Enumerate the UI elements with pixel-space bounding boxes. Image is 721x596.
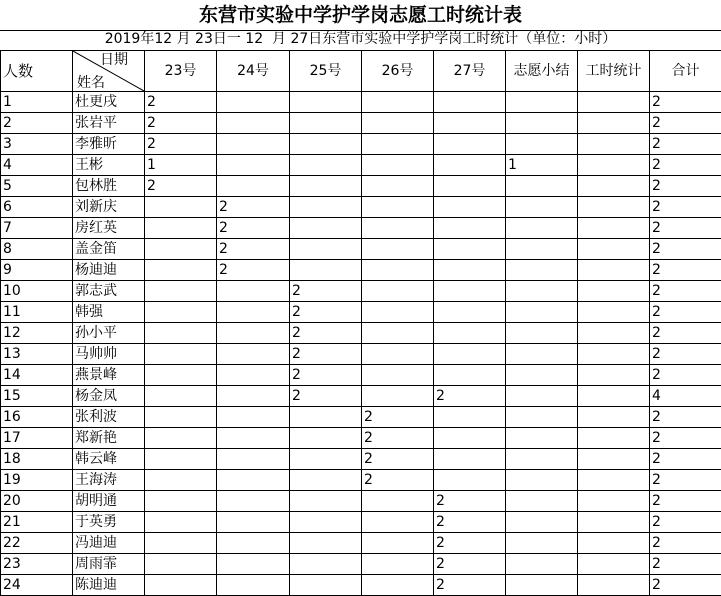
cell-day-24: [217, 155, 290, 176]
cell-hours: [578, 386, 650, 407]
cell-index: 9: [1, 260, 73, 281]
header-day-25: 25号: [290, 51, 362, 92]
cell-day-24: [217, 323, 290, 344]
cell-day-25: 2: [290, 386, 362, 407]
cell-hours: [578, 323, 650, 344]
cell-day-23: 2: [145, 176, 217, 197]
cell-summary: [506, 92, 578, 113]
cell-day-24: [217, 302, 290, 323]
cell-hours: [578, 113, 650, 134]
header-summary: 志愿小结: [506, 51, 578, 92]
cell-day-27: 2: [434, 575, 506, 596]
cell-index: 4: [1, 155, 73, 176]
header-date-label: 日期: [100, 52, 128, 68]
cell-day-26: [362, 512, 434, 533]
table-row: [1, 449, 721, 470]
cell-day-25: 2: [290, 365, 362, 386]
cell-summary: [506, 470, 578, 491]
cell-day-27: [434, 428, 506, 449]
header-day-23: 23号: [145, 51, 217, 92]
cell-name: 杨迪迪: [73, 260, 145, 281]
cell-total: 2: [650, 281, 721, 302]
cell-total: 2: [650, 155, 721, 176]
cell-day-26: [362, 533, 434, 554]
cell-summary: [506, 176, 578, 197]
cell-summary: [506, 239, 578, 260]
cell-day-24: [217, 449, 290, 470]
cell-hours: [578, 134, 650, 155]
cell-index: 23: [1, 554, 73, 575]
cell-day-26: [362, 176, 434, 197]
cell-day-27: [434, 113, 506, 134]
cell-day-23: [145, 533, 217, 554]
cell-day-25: [290, 428, 362, 449]
cell-hours: [578, 512, 650, 533]
cell-day-27: 2: [434, 554, 506, 575]
cell-day-23: [145, 197, 217, 218]
cell-hours: [578, 491, 650, 512]
cell-hours: [578, 197, 650, 218]
cell-hours: [578, 155, 650, 176]
table-row: [1, 365, 721, 386]
table-row: [1, 239, 721, 260]
cell-day-26: [362, 134, 434, 155]
cell-total: 2: [650, 491, 721, 512]
cell-summary: [506, 344, 578, 365]
header-index: 人数: [1, 51, 73, 92]
cell-day-27: [434, 407, 506, 428]
cell-day-25: [290, 449, 362, 470]
cell-name: 于英勇: [73, 512, 145, 533]
cell-day-25: [290, 176, 362, 197]
table-row: [1, 533, 721, 554]
cell-total: 2: [650, 470, 721, 491]
cell-day-23: [145, 491, 217, 512]
cell-day-23: [145, 323, 217, 344]
cell-day-27: [434, 365, 506, 386]
cell-hours: [578, 575, 650, 596]
table-row: [1, 386, 721, 407]
table-row: [1, 134, 721, 155]
worktime-table: [0, 50, 721, 596]
cell-summary: [506, 407, 578, 428]
cell-name: 郑新艳: [73, 428, 145, 449]
cell-day-25: [290, 512, 362, 533]
cell-day-24: [217, 491, 290, 512]
cell-day-25: 2: [290, 281, 362, 302]
cell-index: 16: [1, 407, 73, 428]
cell-total: 2: [650, 92, 721, 113]
cell-day-23: 1: [145, 155, 217, 176]
cell-day-27: [434, 302, 506, 323]
cell-day-25: 2: [290, 302, 362, 323]
cell-day-26: [362, 491, 434, 512]
cell-total: 2: [650, 575, 721, 596]
cell-day-24: [217, 386, 290, 407]
cell-name: 张岩平: [73, 113, 145, 134]
cell-day-26: [362, 575, 434, 596]
cell-day-27: [434, 176, 506, 197]
cell-day-25: [290, 491, 362, 512]
cell-summary: [506, 281, 578, 302]
cell-day-25: 2: [290, 344, 362, 365]
cell-day-25: [290, 155, 362, 176]
cell-day-26: [362, 197, 434, 218]
cell-day-25: [290, 92, 362, 113]
cell-day-26: 2: [362, 407, 434, 428]
cell-name: 周雨霏: [73, 554, 145, 575]
cell-day-26: [362, 554, 434, 575]
cell-hours: [578, 239, 650, 260]
cell-total: 2: [650, 344, 721, 365]
cell-index: 18: [1, 449, 73, 470]
cell-summary: [506, 575, 578, 596]
cell-index: 1: [1, 92, 73, 113]
cell-day-26: 2: [362, 449, 434, 470]
cell-day-23: [145, 260, 217, 281]
cell-summary: [506, 491, 578, 512]
cell-day-23: [145, 302, 217, 323]
cell-summary: [506, 512, 578, 533]
cell-name: 刘新庆: [73, 197, 145, 218]
cell-summary: [506, 218, 578, 239]
cell-total: 2: [650, 197, 721, 218]
cell-day-25: 2: [290, 323, 362, 344]
cell-name: 郭志武: [73, 281, 145, 302]
cell-hours: [578, 554, 650, 575]
cell-hours: [578, 533, 650, 554]
cell-hours: [578, 176, 650, 197]
cell-day-23: [145, 386, 217, 407]
cell-day-27: 2: [434, 533, 506, 554]
cell-total: 2: [650, 449, 721, 470]
cell-day-26: [362, 323, 434, 344]
cell-hours: [578, 344, 650, 365]
cell-day-27: [434, 134, 506, 155]
cell-day-25: [290, 134, 362, 155]
cell-name: 盖金笛: [73, 239, 145, 260]
cell-day-23: [145, 218, 217, 239]
cell-hours: [578, 281, 650, 302]
cell-index: 14: [1, 365, 73, 386]
sheet-title: 东营市实验中学护学岗志愿工时统计表: [0, 0, 721, 31]
cell-hours: [578, 92, 650, 113]
cell-day-27: [434, 449, 506, 470]
cell-total: 4: [650, 386, 721, 407]
cell-day-23: [145, 575, 217, 596]
cell-total: 2: [650, 239, 721, 260]
cell-summary: [506, 533, 578, 554]
cell-day-26: [362, 113, 434, 134]
cell-total: 2: [650, 302, 721, 323]
cell-name: 杜更戌: [73, 92, 145, 113]
cell-total: 2: [650, 134, 721, 155]
cell-summary: [506, 386, 578, 407]
cell-day-25: [290, 113, 362, 134]
cell-day-24: [217, 365, 290, 386]
cell-total: 2: [650, 218, 721, 239]
cell-summary: [506, 113, 578, 134]
table-row: [1, 197, 721, 218]
cell-summary: [506, 554, 578, 575]
cell-hours: [578, 470, 650, 491]
cell-day-27: [434, 218, 506, 239]
cell-day-25: [290, 197, 362, 218]
table-row: [1, 407, 721, 428]
table-row: [1, 302, 721, 323]
cell-day-24: [217, 92, 290, 113]
cell-day-24: [217, 113, 290, 134]
cell-day-24: 2: [217, 218, 290, 239]
header-day-27: 27号: [434, 51, 506, 92]
table-row: [1, 470, 721, 491]
cell-day-23: [145, 512, 217, 533]
cell-day-25: [290, 239, 362, 260]
cell-index: 21: [1, 512, 73, 533]
cell-name: 马帅帅: [73, 344, 145, 365]
table-row: [1, 428, 721, 449]
cell-day-23: [145, 407, 217, 428]
cell-day-24: [217, 554, 290, 575]
cell-total: 2: [650, 365, 721, 386]
cell-hours: [578, 365, 650, 386]
table-row: [1, 323, 721, 344]
table-row: [1, 218, 721, 239]
cell-hours: [578, 407, 650, 428]
cell-day-25: [290, 407, 362, 428]
cell-index: 8: [1, 239, 73, 260]
cell-total: 2: [650, 260, 721, 281]
cell-name: 韩云峰: [73, 449, 145, 470]
cell-day-24: 2: [217, 260, 290, 281]
table-row: [1, 176, 721, 197]
cell-day-23: 2: [145, 92, 217, 113]
cell-day-26: [362, 365, 434, 386]
cell-day-27: [434, 197, 506, 218]
cell-summary: [506, 365, 578, 386]
cell-day-24: 2: [217, 197, 290, 218]
table-row: [1, 92, 721, 113]
header-name-label: 姓名: [77, 75, 105, 91]
cell-day-26: [362, 344, 434, 365]
cell-total: 2: [650, 428, 721, 449]
cell-name: 韩强: [73, 302, 145, 323]
table-row: [1, 155, 721, 176]
cell-day-27: [434, 92, 506, 113]
cell-day-25: [290, 575, 362, 596]
cell-day-23: [145, 470, 217, 491]
cell-summary: [506, 323, 578, 344]
cell-day-23: 2: [145, 113, 217, 134]
cell-day-24: [217, 176, 290, 197]
cell-summary: [506, 302, 578, 323]
cell-day-23: [145, 428, 217, 449]
cell-index: 22: [1, 533, 73, 554]
cell-day-24: [217, 470, 290, 491]
cell-total: 2: [650, 323, 721, 344]
table-row: [1, 344, 721, 365]
table-row: [1, 260, 721, 281]
cell-index: 20: [1, 491, 73, 512]
cell-index: 15: [1, 386, 73, 407]
cell-hours: [578, 260, 650, 281]
cell-day-24: [217, 512, 290, 533]
cell-index: 17: [1, 428, 73, 449]
cell-day-23: [145, 365, 217, 386]
cell-day-24: [217, 134, 290, 155]
cell-day-25: [290, 260, 362, 281]
cell-day-27: [434, 344, 506, 365]
cell-day-27: [434, 281, 506, 302]
cell-hours: [578, 218, 650, 239]
cell-day-26: [362, 386, 434, 407]
cell-hours: [578, 428, 650, 449]
cell-day-26: 2: [362, 470, 434, 491]
cell-day-24: [217, 575, 290, 596]
cell-name: 房红英: [73, 218, 145, 239]
cell-day-25: [290, 533, 362, 554]
table-row: [1, 575, 721, 596]
cell-name: 王海涛: [73, 470, 145, 491]
cell-day-27: 2: [434, 491, 506, 512]
header-day-26: 26号: [362, 51, 434, 92]
header-hours: 工时统计: [578, 51, 650, 92]
cell-day-24: [217, 533, 290, 554]
cell-day-27: 2: [434, 386, 506, 407]
cell-name: 陈迪迪: [73, 575, 145, 596]
cell-day-24: [217, 281, 290, 302]
cell-index: 5: [1, 176, 73, 197]
table-row: [1, 512, 721, 533]
sheet-subtitle: 2019年12 月 23日一 12 月 27日东营市实验中学护学岗工时统计（单位：小时）: [0, 30, 721, 49]
cell-day-26: [362, 218, 434, 239]
cell-name: 孙小平: [73, 323, 145, 344]
cell-name: 包林胜: [73, 176, 145, 197]
cell-day-23: [145, 554, 217, 575]
cell-index: 6: [1, 197, 73, 218]
cell-day-27: [434, 155, 506, 176]
cell-day-25: [290, 470, 362, 491]
cell-index: 12: [1, 323, 73, 344]
cell-day-24: [217, 428, 290, 449]
cell-summary: [506, 449, 578, 470]
cell-name: 王彬: [73, 155, 145, 176]
cell-day-27: [434, 260, 506, 281]
cell-day-23: [145, 449, 217, 470]
cell-day-27: 2: [434, 512, 506, 533]
cell-total: 2: [650, 512, 721, 533]
cell-day-25: [290, 554, 362, 575]
cell-day-24: [217, 344, 290, 365]
cell-hours: [578, 302, 650, 323]
cell-hours: [578, 449, 650, 470]
cell-total: 2: [650, 176, 721, 197]
cell-total: 2: [650, 113, 721, 134]
table-row: [1, 554, 721, 575]
header-total: 合计: [650, 51, 721, 92]
cell-name: 胡明通: [73, 491, 145, 512]
cell-day-26: [362, 155, 434, 176]
cell-name: 冯迪迪: [73, 533, 145, 554]
cell-index: 3: [1, 134, 73, 155]
cell-day-23: [145, 239, 217, 260]
cell-day-26: [362, 239, 434, 260]
cell-total: 2: [650, 407, 721, 428]
cell-summary: [506, 428, 578, 449]
cell-day-26: [362, 92, 434, 113]
cell-index: 2: [1, 113, 73, 134]
header-date-name: [73, 51, 145, 92]
table-row: [1, 491, 721, 512]
table-row: [1, 113, 721, 134]
cell-summary: 1: [506, 155, 578, 176]
cell-day-27: [434, 239, 506, 260]
header-row: [1, 51, 721, 92]
cell-day-23: [145, 281, 217, 302]
cell-summary: [506, 260, 578, 281]
cell-summary: [506, 197, 578, 218]
cell-index: 11: [1, 302, 73, 323]
cell-name: 燕景峰: [73, 365, 145, 386]
cell-day-27: [434, 323, 506, 344]
cell-day-24: [217, 407, 290, 428]
cell-day-26: [362, 281, 434, 302]
cell-day-26: [362, 260, 434, 281]
cell-day-25: [290, 218, 362, 239]
cell-total: 2: [650, 554, 721, 575]
cell-name: 张利波: [73, 407, 145, 428]
cell-index: 7: [1, 218, 73, 239]
header-day-24: 24号: [217, 51, 290, 92]
cell-name: 李雅昕: [73, 134, 145, 155]
table-row: [1, 281, 721, 302]
cell-index: 13: [1, 344, 73, 365]
cell-index: 19: [1, 470, 73, 491]
cell-index: 10: [1, 281, 73, 302]
cell-day-23: 2: [145, 134, 217, 155]
cell-day-24: 2: [217, 239, 290, 260]
cell-day-23: [145, 344, 217, 365]
cell-summary: [506, 134, 578, 155]
cell-day-26: 2: [362, 428, 434, 449]
cell-index: 24: [1, 575, 73, 596]
cell-name: 杨金凤: [73, 386, 145, 407]
cell-day-26: [362, 302, 434, 323]
cell-total: 2: [650, 533, 721, 554]
cell-day-27: [434, 470, 506, 491]
